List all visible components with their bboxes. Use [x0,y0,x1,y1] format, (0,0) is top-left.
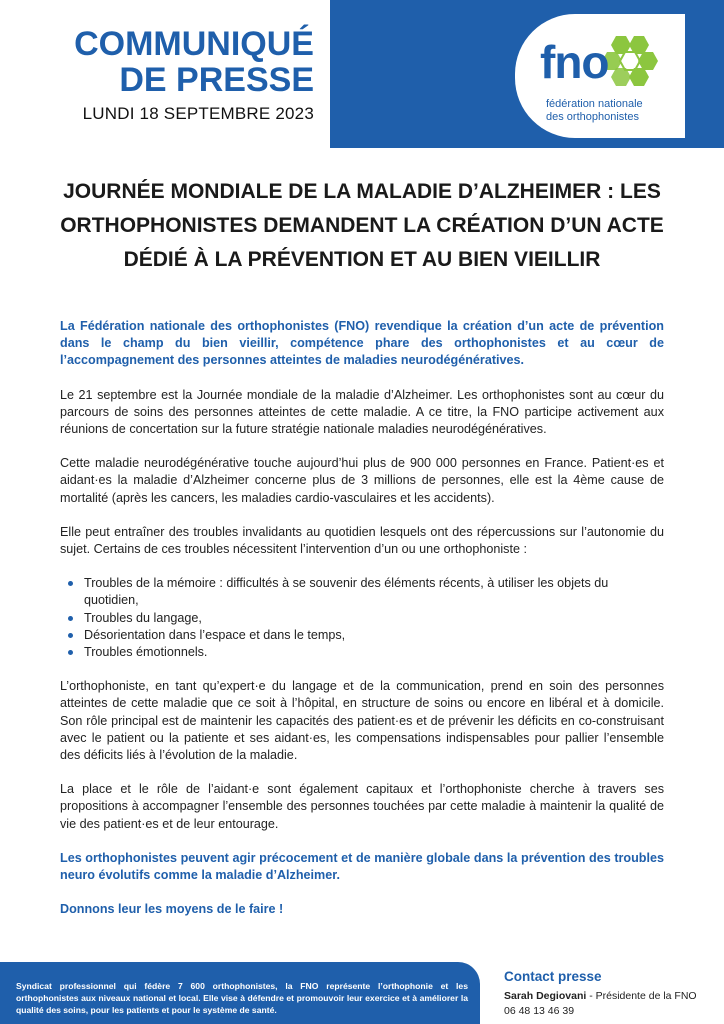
footer-about: Syndicat professionnel qui fédère 7 600 orthophonistes, la FNO représente l’orthophonie et les orthophonistes aux niveaux national et local. Elle vise à défendre et promouvoir leur exercice et à améliorer la qualité des soins, pour les patients et pour le système de santé. [16,981,468,1016]
press-release-heading [62,26,314,98]
contact-title: Contact presse [504,969,602,984]
paragraph-4: L’orthophoniste, en tant qu’expert·e du langage et de la communication, prend en soin des personnes atteintes de cette maladie que ce soit à l’hôpital, en structure de soins ou encore en libéral et à domicile. Son rôle principal est de maintenir les capacités des patient·es et de prévenir les déficits en co-construisant avec le patient ou la patiente et ses aidant·es, les compensations indispensables pour pallier l’ensemble des déficits liés à l’évolution de la maladie. [60,679,664,763]
list-item: Troubles du langage, [60,610,664,627]
closing-call-to-action: Donnons leur les moyens de le faire ! [60,902,284,917]
lead-paragraph: La Fédération nationale des orthophonistes (FNO) revendique la création d’un acte de prévention dans le champ du bien vieillir, compétence phare des orthophonistes et au cœur de l’accompagnement des personnes atteintes de maladies neurodégénératives. [60,319,664,368]
logo-subtitle-line1: fédération nationale [546,98,643,110]
contact-name: Sarah Degiovani [504,990,587,1002]
release-date: LUNDI 18 SEPTEMBRE 2023 [82,104,314,123]
symptoms-list [60,575,664,661]
logo-wordmark: fno [540,36,609,88]
heading-line2: DE PRESSE [119,61,314,99]
paragraph-5: La place et le rôle de l’aidant·e sont également capitaux et l’orthophoniste cherche à travers ses propositions à accompagner l’ensemble des personnes touchées par cette maladie à maintenir la qualité de vie des patient·es et de leur entourage. [60,782,664,831]
title-line1: JOURNÉE MONDIALE DE LA MALADIE D’ALZHEIMER : LES [63,180,661,203]
contact-role: - Présidente de la FNO [586,990,697,1002]
list-item: Désorientation dans l’espace et dans le temps, [60,627,664,644]
document-body [60,318,664,935]
title-line3: DÉDIÉ À LA PRÉVENTION ET AU BIEN VIEILLIR [123,248,601,271]
list-item: Troubles de la mémoire : difficultés à se souvenir des éléments récents, à utiliser les objets du quotidien, [60,575,664,609]
list-item: Troubles émotionnels. [60,644,664,661]
paragraph-3: Elle peut entraîner des troubles invalidants au quotidien lesquels ont des répercussions sur l’autonomie du sujet. Certains de ces troubles nécessitent l’intervention d’un ou une orthophoniste : [60,524,664,557]
paragraph-1: Le 21 septembre est la Journée mondiale de la maladie d’Alzheimer. Les orthophonistes sont au cœur du parcours de soins des personnes atteintes de cette maladie. A ce titre, la FNO participe activement aux réunions de concertation sur la future stratégie nationale maladies neurodégénératives. [60,387,664,437]
title-line2: ORTHOPHONISTES DEMANDENT LA CRÉATION D’UN ACTE [60,214,664,237]
logo-subtitle-line2: des orthophonistes [546,111,639,123]
contact-phone: 06 48 13 46 39 [504,1005,575,1017]
heading-line1: COMMUNIQUÉ [74,25,314,63]
logo-subtitle [546,98,676,124]
contact-person [504,990,697,1002]
fno-logo [540,34,680,130]
paragraph-2: Cette maladie neurodégénérative touche aujourd’hui plus de 900 000 personnes en France. Patient·es et aidant·es la maladie d’Alzheimer concerne plus de 3 millions de personnes, elle est la 4ème cause de mortalité (après les cancers, les maladies cardio-vasculaires et les accidents). [60,456,664,505]
document-title [40,175,684,277]
closing-paragraph: Les orthophonistes peuvent agir précocement et de manière globale dans la prévention des troubles neuro évolutifs comme la maladie d’Alzheimer. [60,850,664,883]
